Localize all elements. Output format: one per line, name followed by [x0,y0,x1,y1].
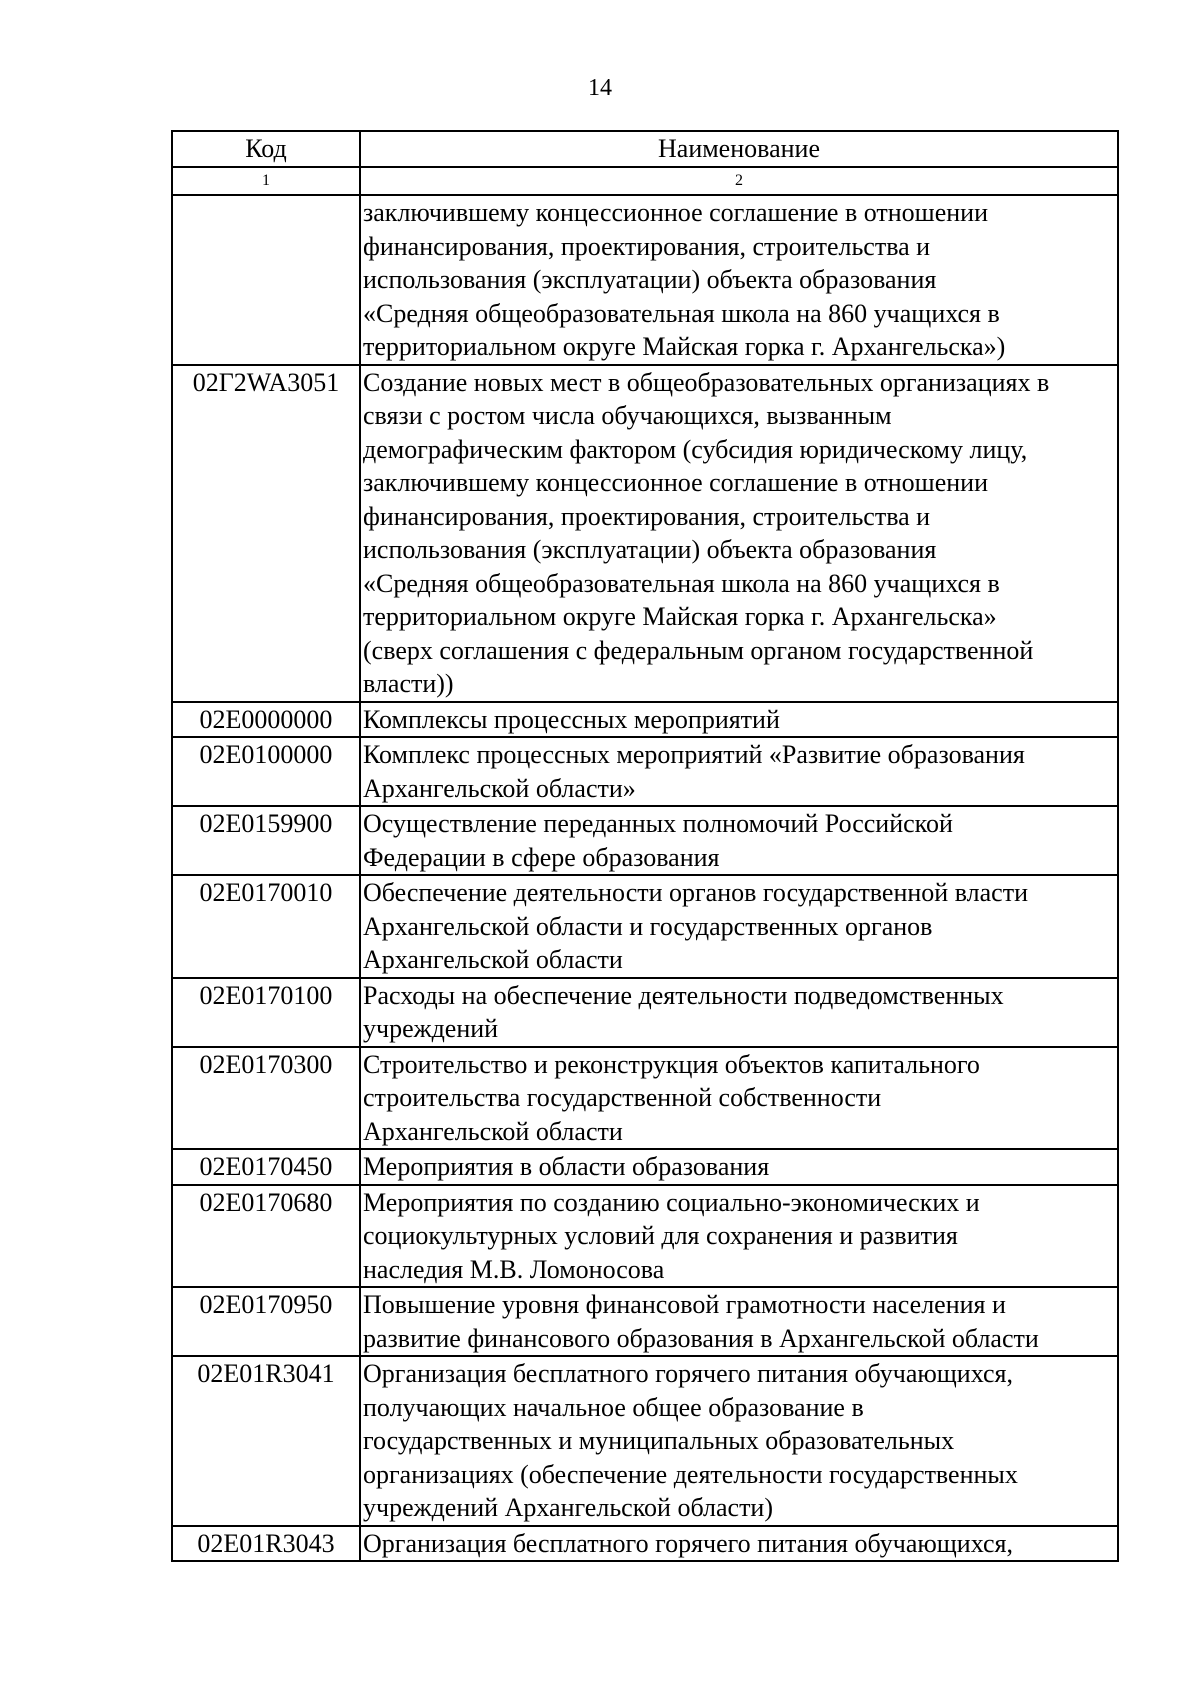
row-name-line: строительства государственной собственности [363,1083,882,1112]
table-body [172,195,1118,1561]
row-name-line: территориальном округе Майская горка г. Архангельска» [363,602,997,631]
row-name-line: заключившему концессионное соглашение в отношении [363,468,988,497]
table-row [172,1356,1118,1526]
table-row [172,195,1118,365]
header-code: Код [172,131,360,167]
table-row [172,1185,1118,1288]
table-row [172,978,1118,1047]
row-code: 02Е0170100 [172,978,360,1047]
row-name [360,1526,1118,1562]
header-name: Наименование [360,131,1118,167]
table-row [172,737,1118,806]
row-name [360,1185,1118,1288]
row-name-line: «Средняя общеобразовательная школа на 860 учащихся в [363,298,1000,328]
row-name-line: территориальном округе Майская горка г. Архангельска») [363,332,1006,361]
page-number: 14 [588,75,612,101]
row-code [172,195,360,365]
table-row [172,1047,1118,1150]
row-code: 02Е01R3041 [172,1356,360,1526]
row-name-line: использования (эксплуатации) объекта образования [363,535,937,564]
row-name-line: Повышение уровня финансовой грамотности населения и [363,1290,1006,1319]
row-name [360,875,1118,978]
row-code: 02Е0170010 [172,875,360,978]
row-code: 02Е0100000 [172,737,360,806]
row-name-line: (сверх соглашения с федеральным органом государственной [363,635,1034,665]
column-number-row [172,167,1118,195]
row-name-line: развитие финансового образования в Архангельской области [363,1323,1039,1353]
row-name-line: связи с ростом числа обучающихся, вызванным [363,401,892,430]
row-name-line: организациях (обеспечение деятельности государственных [363,1459,1018,1489]
row-code: 02Е0170950 [172,1287,360,1356]
table-row [172,1287,1118,1356]
row-name-line: финансирования, проектирования, строительства и [363,501,931,531]
row-name-line: Архангельской области [363,1116,623,1146]
table-row [172,1526,1118,1562]
row-name-line: «Средняя общеобразовательная школа на 860 учащихся в [363,568,1000,598]
row-name-line: Организация бесплатного горячего питания обучающихся, [363,1528,1013,1558]
table-row [172,1149,1118,1185]
row-name [360,365,1118,702]
column-number-code: 1 [172,167,360,195]
row-name [360,1356,1118,1526]
row-name-line: государственных и муниципальных образовательных [363,1426,955,1455]
row-name-line: Архангельской области» [363,773,636,803]
row-name-line: Обеспечение деятельности органов государственной власти [363,878,1028,907]
row-name-line: Мероприятия по созданию социально-экономических и [363,1187,980,1217]
row-code: 02Е0170680 [172,1185,360,1288]
table-row [172,806,1118,875]
table-header-row [172,131,1118,167]
row-name [360,1149,1118,1185]
row-name-line: Расходы на обеспечение деятельности подведомственных [363,980,1004,1010]
row-code: 02Е0159900 [172,806,360,875]
row-name-line: власти)) [363,669,454,698]
row-name-line: Федерации в сфере образования [363,842,720,872]
row-name-line: учреждений Архангельской области) [363,1493,774,1522]
row-name-line: Осуществление переданных полномочий Российской [363,809,953,838]
row-code: 02Е0170300 [172,1047,360,1150]
table-row [172,875,1118,978]
row-name [360,1047,1118,1150]
row-name-line: Архангельской области [363,945,623,974]
column-number-name: 2 [360,167,1118,195]
row-code: 02Е0170450 [172,1149,360,1185]
row-name-line: демографическим фактором (субсидия юридическому лицу, [363,434,1028,464]
row-name [360,1287,1118,1356]
row-name-line: Комплекс процессных мероприятий «Развитие образования [363,740,1025,769]
row-name-line: получающих начальное общее образование в [363,1392,864,1422]
row-name-line: Мероприятия в области образования [363,1152,770,1181]
row-name-line: Организация бесплатного горячего питания обучающихся, [363,1359,1013,1388]
row-name-line: учреждений [363,1014,499,1043]
row-name [360,702,1118,738]
table-row [172,365,1118,702]
row-name-line: Строительство и реконструкция объектов капитального [363,1049,980,1079]
row-name [360,737,1118,806]
row-name-line: использования (эксплуатации) объекта образования [363,265,937,294]
row-name-line: Архангельской области и государственных органов [363,911,933,941]
row-name-line: финансирования, проектирования, строительства и [363,231,931,261]
row-name-line: Комплексы процессных мероприятий [363,704,780,734]
table-row [172,702,1118,738]
row-name-line: наследия М.В. Ломоносова [363,1254,665,1284]
row-code: 02Е0000000 [172,702,360,738]
row-name [360,978,1118,1047]
row-name [360,195,1118,365]
row-name-line: заключившему концессионное соглашение в отношении [363,198,988,227]
row-name-line: Создание новых мест в общеобразовательных организациях в [363,367,1050,397]
budget-code-table [171,130,1119,1562]
row-name-line: социокультурных условий для сохранения и развития [363,1221,958,1250]
row-name [360,806,1118,875]
row-code: 02Г2WA3051 [172,365,360,702]
row-code: 02Е01R3043 [172,1526,360,1562]
